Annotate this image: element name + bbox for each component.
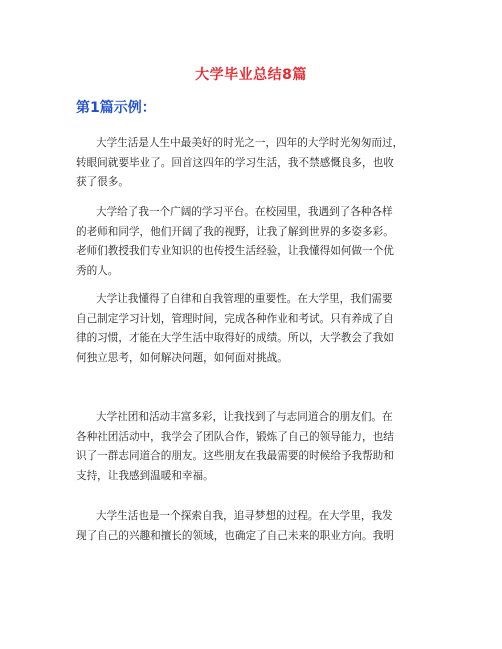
paragraph-line: 获了很多。 [76, 176, 129, 188]
paragraph-line: 支持，让我感到温暖和幸福。 [76, 469, 214, 482]
paragraph-line: 转眼间就要毕业了。回首这四年的学习生活，我不禁感慨良多，也收 [76, 156, 394, 169]
paragraph-2 [76, 203, 436, 281]
paragraph-1 [76, 134, 436, 193]
paragraph-line: 大学生活是人生中最美好的时光之一，四年的大学时光匆匆而过， [96, 137, 404, 149]
section-heading: 第1篇示例： [76, 100, 156, 116]
paragraph-line: 大学给了我一个广阔的学习平台。在校园里，我遇到了各种各样 [96, 206, 393, 218]
paragraph-line: 大学生活也是一个探索自我，追寻梦想的过程。在大学里，我发 [96, 510, 393, 522]
paragraph-line: 秀的人。 [76, 264, 119, 277]
paragraph-line: 自己制定学习计划，管理时间，完成各种作业和考试。只有养成了自 [76, 312, 394, 325]
paragraph-line: 律的习惯，才能在大学生活中取得好的成绩。所以，大学教会了我如 [76, 332, 394, 344]
paragraph-line: 现了自己的兴趣和擅长的领域，也确定了自己未来的职业方向。我明 [76, 529, 394, 542]
paragraph-line: 各种社团活动中，我学会了团队合作，锻炼了自己的领导能力，也结 [76, 430, 394, 443]
paragraph-line: 何独立思考，如何解决问题，如何面对挑战。 [76, 351, 288, 364]
paragraph-5 [76, 507, 436, 546]
paragraph-line: 大学让我懂得了自律和自我管理的重要性。在大学里，我们需要 [96, 293, 393, 305]
paragraph-line: 大学社团和活动丰富多彩，让我找到了与志同道合的朋友们。在 [96, 411, 393, 423]
paragraph-4 [76, 408, 436, 486]
paragraph-3 [76, 290, 436, 368]
document-title: 大学毕业总结8篇 [195, 67, 307, 83]
paragraph-line: 的老师和同学，他们开阔了我的视野，让我了解到世界的多姿多彩。 [76, 225, 394, 238]
paragraph-line: 识了一群志同道合的朋友。这些朋友在我最需要的时候给予我帮助和 [76, 450, 394, 462]
paragraph-line: 老师们教授我们专业知识的也传授生活经验，让我懂得如何做一个优 [76, 245, 394, 257]
